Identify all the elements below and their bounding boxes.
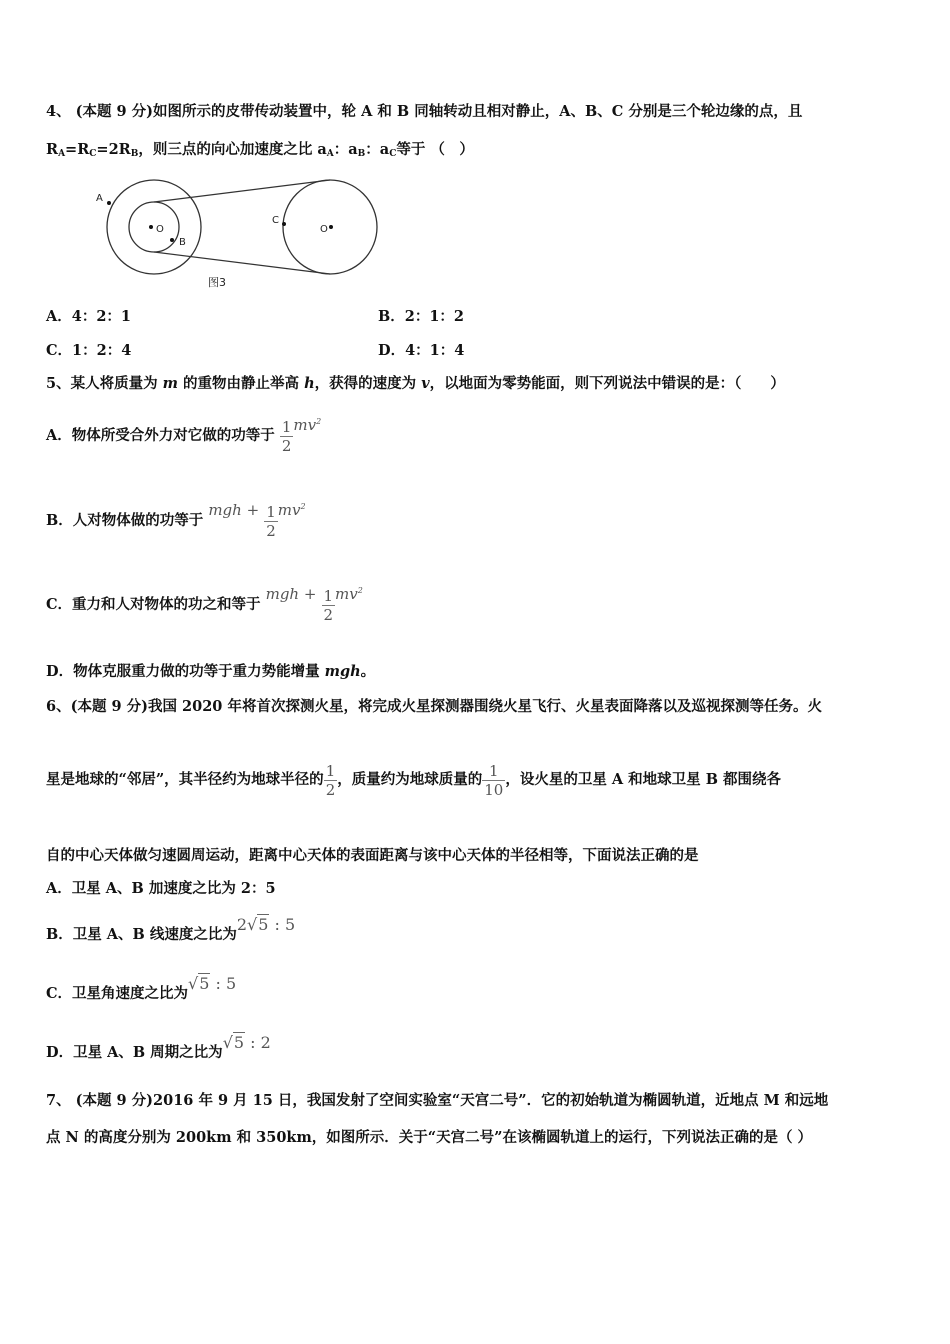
q4-option-d: D．4：1：4 [378,342,465,359]
q6-option-c: C．卫星角速度之比为√5 : 5 [46,974,237,1002]
figure-caption: 图3 [208,276,226,289]
label-a: A [96,193,103,204]
q6-option-d: D．卫星 A、B 周期之比为√5 : 2 [46,1033,271,1061]
q5-stem: 5、某人将质量为 m 的重物由静止举高 h，获得的速度为 v，以地面为零势能面，则下列说法中错误的是：（ ） [46,375,785,392]
label-o2: O [320,224,328,235]
belt-bottom [154,252,330,274]
q7-stem-line1: 7、 (本题 9 分)2016 年 9 月 15 日，我国发射了空间实验室“天宫二号”．它的初始轨道为椭圆轨道，近地点 M 和远地 [46,1092,829,1109]
point-b [170,238,174,242]
q6-option-b: B．卫星 A、B 线速度之比为2√5 : 5 [46,915,296,943]
q4-option-b: B．2：1：2 [378,308,465,325]
point-a [107,201,111,205]
label-o1: O [156,224,164,235]
q4-option-a: A．4：2：1 [46,308,132,325]
pulley-a-circle [107,180,201,274]
q4-stem-line2: $R_A=R_C=2R_B$，则三点的向心加速度之比 $a_A$：$a_B$：$a_C$等于 （ ） [46,141,474,159]
center-o1 [149,225,153,229]
pulley-b-circle [129,202,179,252]
q5-option-b: B．人对物体做的功等于 mgh + $\frac{1}{2}$ $mv^2$ [46,501,306,540]
q5-option-d: D．物体克服重力做的功等于重力势能增量 mgh。 [46,663,376,680]
q4-option-c: C．1：2：4 [46,342,132,359]
q6-stem-line1: 6、(本题 9 分)我国 2020 年将首次探测火星，将完成火星探测器围绕火星飞行、火星表面降落以及巡视探测等任务。火 [46,698,822,715]
q5-option-a: A．物体所受合外力对它做的功等于 $\frac{1}{2}$ $mv^2$ [46,416,322,455]
q6-stem-line2: 星是地球的“邻居”，其半径约为地球半径的 $\frac{1}{2}$ ，质量约为地球质量的 $\frac{1}{10}$ ，设火星的卫星 A 和地球卫星 B 都围绕各 [46,761,782,799]
q6-option-a: A．卫星 A、B 加速度之比为 2：5 [46,880,276,897]
belt-top [154,180,330,202]
label-c: C [272,215,279,226]
q4-stem-line1: 4、 (本题 9 分)如图所示的皮带传动装置中，轮 A 和 B 同轴转动且相对静止，A、B、C 分别是三个轮边缘的点，且 [46,103,803,120]
q6-stem-line3: 自的中心天体做匀速圆周运动，距离中心天体的表面距离与该中心天体的半径相等，下面说法正确的是 [46,847,699,864]
q5-option-c: C．重力和人对物体的功之和等于 mgh + $\frac{1}{2}$ $mv^2$ [46,585,363,624]
center-o2 [329,225,333,229]
point-c [282,222,286,226]
label-b: B [179,237,186,248]
q7-stem-line2: 点 N 的高度分别为 200km 和 350km，如图所示．关于“天宫二号”在该椭圆轨道上的运行，下列说法正确的是（ ） [46,1129,813,1146]
half-fraction: $\frac{1}{2}$ [281,417,292,455]
belt-pulley-figure [92,170,392,295]
